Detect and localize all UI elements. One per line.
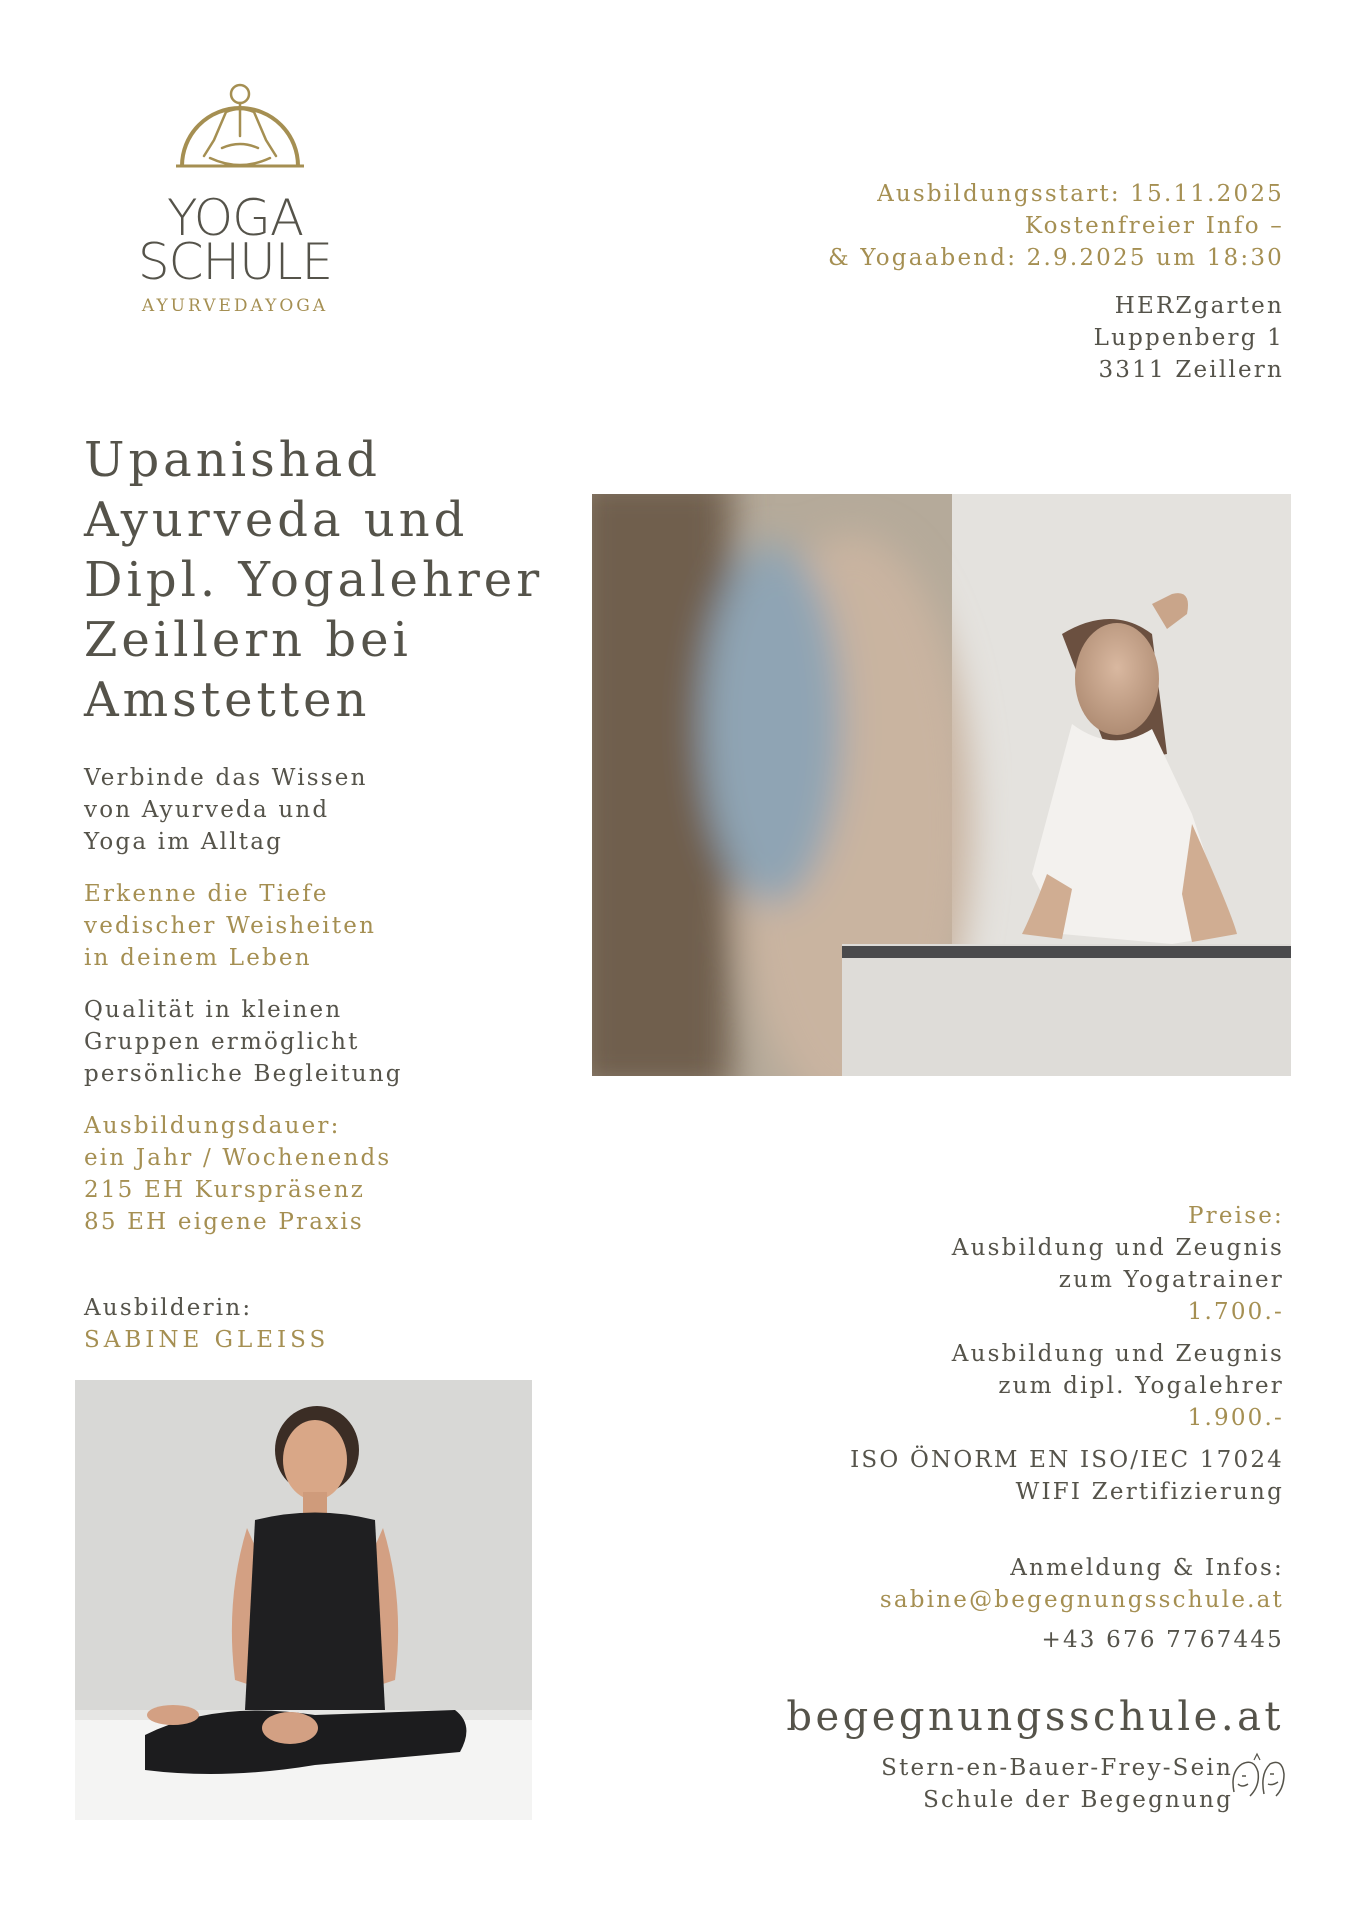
trainer-label: Ausbilderin:: [84, 1295, 253, 1321]
contact-email-link[interactable]: sabine@begegnungsschule.at: [879, 1587, 1284, 1613]
feature-line: 215 EH Kurspräsenz: [84, 1177, 366, 1203]
course-start: Ausbildungsstart: 15.11.2025: [877, 181, 1284, 207]
course-info: [828, 178, 1284, 274]
feature-line: Erkenne die Tiefe: [84, 881, 329, 907]
title-line: Ayurveda und: [84, 492, 469, 548]
page-title: [84, 430, 604, 730]
feature-wisdom: [84, 878, 534, 974]
feature-line: Yoga im Alltag: [84, 829, 284, 855]
title-line: Dipl. Yogalehrer: [84, 552, 544, 608]
feature-knowledge: [84, 762, 534, 858]
price-item-line: zum Yogatrainer: [1058, 1267, 1284, 1293]
venue-city: 3311 Zeillern: [1098, 357, 1284, 383]
yoga-pose-photo: [592, 494, 1291, 1076]
venue-street: Luppenberg 1: [1093, 325, 1284, 351]
price-item-line: Ausbildung und Zeugnis: [951, 1235, 1284, 1261]
trainer: [84, 1292, 534, 1356]
feature-line: in deinem Leben: [84, 945, 312, 971]
website-link[interactable]: begegnungsschule.at: [786, 1694, 1284, 1740]
price-value: 1.900.-: [1187, 1405, 1284, 1431]
feature-line: persönliche Begleitung: [84, 1061, 403, 1087]
logo-word-yoga: YOGA: [166, 189, 304, 247]
feature-line: Qualität in kleinen: [84, 997, 343, 1023]
contact: [880, 1552, 1284, 1656]
prices-heading: Preise:: [1187, 1203, 1284, 1229]
trainer-photo: [75, 1380, 532, 1820]
info-evening-line2: & Yogaabend: 2.9.2025 um 18:30: [828, 245, 1284, 271]
price-item-line: zum dipl. Yogalehrer: [998, 1373, 1284, 1399]
venue-name: HERZgarten: [1114, 293, 1284, 319]
trainer-name: SABINE GLEISS: [84, 1327, 330, 1353]
feature-line: Gruppen ermöglicht: [84, 1029, 360, 1055]
contact-phone[interactable]: +43 676 7767445: [1041, 1627, 1284, 1653]
logo: [110, 78, 360, 328]
title-line: Zeillern bei: [84, 612, 412, 668]
feature-line: ein Jahr / Wochenends: [84, 1145, 392, 1171]
title-line: Amstetten: [84, 672, 371, 728]
price-item-line: Ausbildung und Zeugnis: [951, 1341, 1284, 1367]
faces-sketch-icon: [1224, 1752, 1288, 1802]
tagline-line: Schule der Begegnung: [923, 1787, 1233, 1813]
prices: [850, 1200, 1284, 1508]
certification-line: ISO ÖNORM EN ISO/IEC 17024: [850, 1447, 1284, 1473]
price-value: 1.700.-: [1187, 1299, 1284, 1325]
title-line: Upanishad: [84, 432, 381, 488]
info-evening-line1: Kostenfreier Info –: [1024, 213, 1284, 239]
feature-duration: [84, 1110, 534, 1238]
feature-line: Verbinde das Wissen: [84, 765, 368, 791]
logo-word-schule: SCHULE: [137, 233, 333, 291]
feature-line: Ausbildungsdauer:: [84, 1113, 341, 1139]
tagline-line: Stern-en-Bauer-Frey-Sein: [881, 1755, 1233, 1781]
school-tagline: [881, 1752, 1233, 1816]
certification-line: WIFI Zertifizierung: [1015, 1479, 1284, 1505]
venue-address: [1094, 290, 1284, 386]
contact-heading: Anmeldung & Infos:: [1010, 1555, 1284, 1581]
feature-line: von Ayurveda und: [84, 797, 330, 823]
feature-line: vedischer Weisheiten: [84, 913, 377, 939]
logo-subtitle: AYURVEDAYOGA: [141, 296, 329, 316]
feature-line: 85 EH eigene Praxis: [84, 1209, 364, 1235]
feature-small-groups: [84, 994, 534, 1090]
meditating-figure-icon: [110, 78, 360, 188]
